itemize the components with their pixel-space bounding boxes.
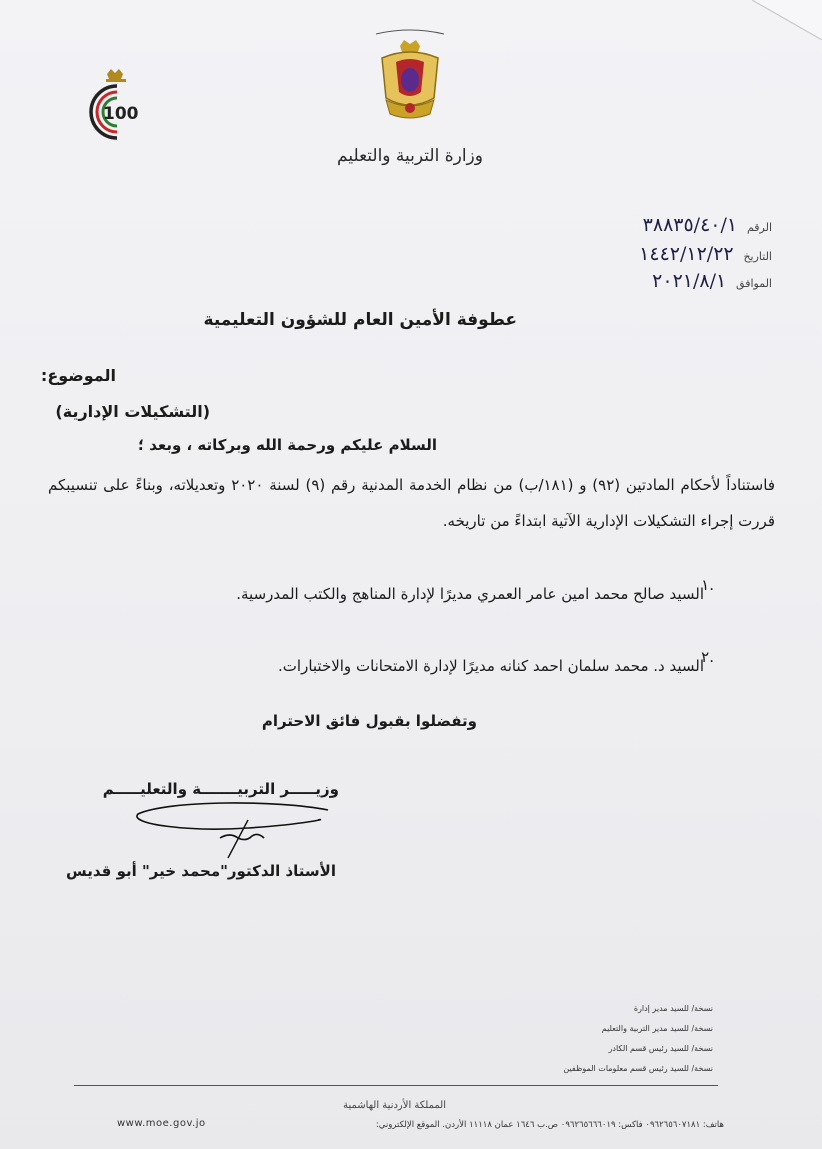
signatory-name: الأستاذ الدكتور"محمد خير" أبو قديس (66, 862, 336, 880)
copy-recipient: نسخة/ للسيد رئيس قسم الكادر (608, 1044, 713, 1053)
reference-number-label: الرقم (746, 221, 772, 234)
reference-date-row (482, 243, 772, 265)
footer-kingdom: المملكة الأردنية الهاشمية (343, 1100, 446, 1111)
subject-label: الموضوع: (40, 366, 116, 385)
handwritten-signature-icon (128, 790, 368, 860)
list-item: السيد د. محمد سلمان احمد كنانه مديرًا لإدارة الامتحانات والاختبارات. (278, 657, 704, 675)
reference-corresponding-row (482, 270, 772, 292)
reference-number-value: ٣٨٨٣٥/٤٠/١ (642, 214, 738, 236)
greeting: السلام عليكم ورحمة الله وبركاته ، وبعد ؛ (137, 436, 437, 454)
body-paragraph: فاستناداً لأحكام المادتين (٩٢) و (١٨١/ب) من نظام الخدمة المدنية رقم (٩) لسنة ٢٠٢٠ وتعديلاته، وبناءً على تنسيبكم قررت إجراء التشكيلات الإدارية الآتية ابتداءً من تاريخه. (48, 476, 775, 530)
closing: وتفضلوا بقبول فائق الاحترام (261, 712, 477, 730)
footer-contact: هاتف: ٠٩٦٢٦٥٦٠٧١٨١ فاكس: ٠٩٦٢٦٥٦٦٦٠١٩ ص.ب ١٦٤٦ عمان ١١١١٨ الأردن. الموقع الإلكتروني: (375, 1120, 724, 1130)
reference-corresponding-label: الموافق (736, 277, 772, 290)
list-item-number: ١. (701, 576, 714, 594)
footer-divider (74, 1085, 718, 1086)
jordan-royal-crest-icon (366, 28, 454, 132)
signatory-title: وزيـــــر التربيـــــــة والتعليـــــم (102, 780, 339, 798)
page-fold-corner-icon (752, 0, 822, 40)
copy-recipient: نسخة/ للسيد مدير التربية والتعليم (601, 1024, 713, 1033)
reference-number-row (482, 214, 772, 236)
ministry-name: وزارة التربية والتعليم (337, 146, 483, 166)
jordan-centenary-100-logo-icon (84, 68, 150, 144)
list-item-number: ٢. (701, 648, 714, 666)
list-item: السيد صالح محمد امين عامر العمري مديرًا لإدارة المناهج والكتب المدرسية. (236, 585, 704, 603)
copy-recipient: نسخة/ للسيد رئيس قسم معلومات الموظفين (563, 1064, 713, 1073)
reference-corresponding-value: ٢٠٢١/٨/١ (652, 270, 727, 292)
subject: (التشكيلات الإدارية) (55, 402, 210, 421)
copy-recipient: نسخة/ للسيد مدير إدارة (633, 1004, 713, 1013)
reference-date-label: التاريخ (743, 250, 772, 263)
svg-text:100: 100 (103, 104, 139, 124)
footer-website: www.moe.gov.jo (117, 1118, 206, 1129)
reference-date-value: ١٤٤٢/١٢/٢٢ (639, 243, 734, 265)
addressee: عطوفة الأمين العام للشؤون التعليمية (203, 310, 517, 330)
